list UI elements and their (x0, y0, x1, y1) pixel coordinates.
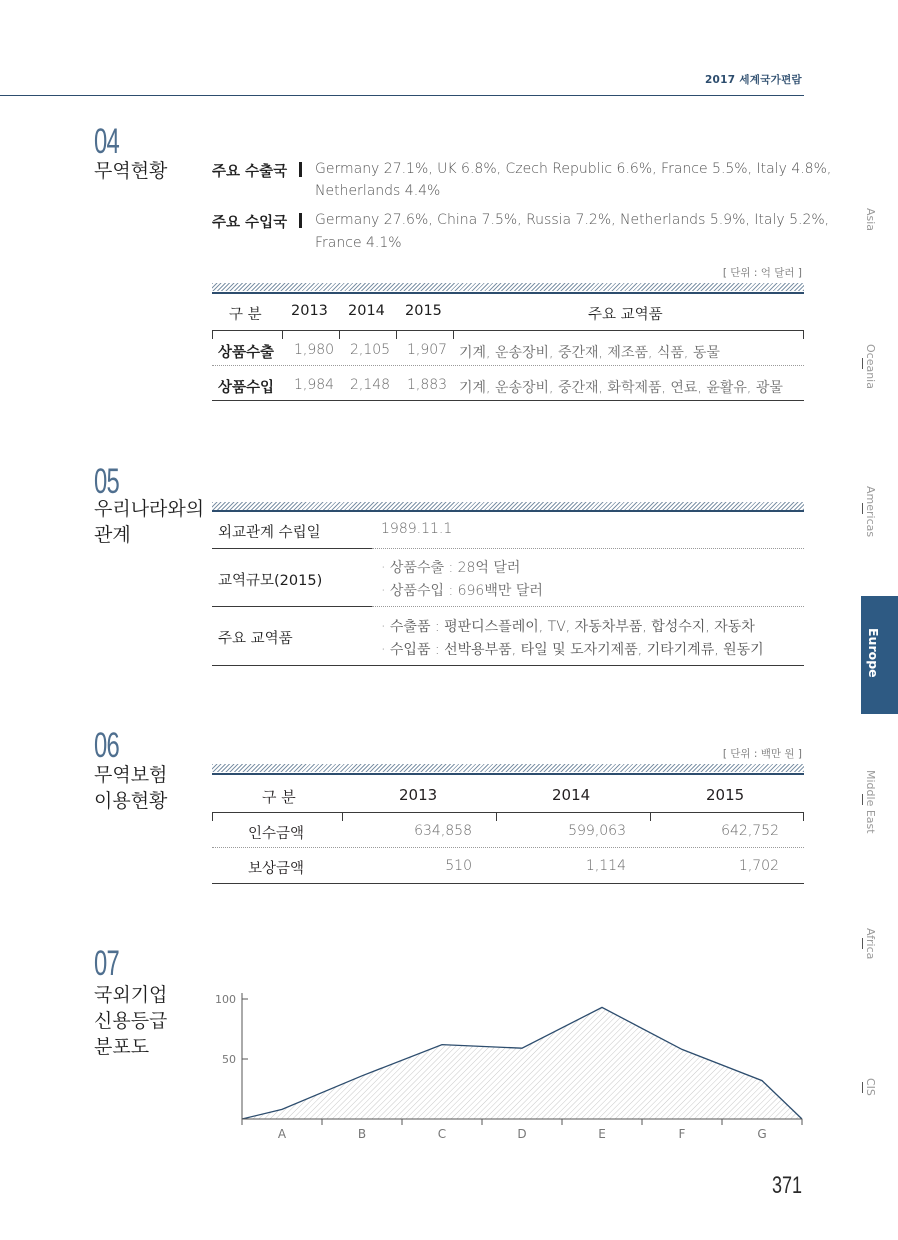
label-rule (212, 606, 372, 607)
section-04-number: 04 (94, 122, 120, 161)
row-underwriting-label: 인수금액 (248, 826, 305, 842)
cell: 599,063 (568, 823, 626, 839)
th-main-goods: 주요 교역품 (588, 307, 663, 323)
cell: 1,984 (294, 377, 335, 393)
col-tick (339, 330, 340, 339)
export-line-2: Netherlands 4.4% (315, 183, 441, 199)
section-05-title-line-2: 관계 (94, 524, 131, 546)
cell: 1,702 (738, 858, 779, 874)
row-compensation-label: 보상금액 (248, 861, 305, 877)
section-05-title-line-1: 우리나라와의 (94, 498, 205, 520)
import-line-1: Germany 27.6%, China 7.5%, Russia 7.2%, Netherlands 5.9%, Italy 5.2%, (315, 212, 830, 228)
section-04-title: 무역현황 (94, 160, 168, 182)
th-category: 구 분 (229, 307, 262, 323)
table-bottom-rule-06 (212, 883, 804, 884)
th-2013: 2013 (291, 303, 328, 319)
col-tick (803, 330, 804, 339)
row-import-label: 상품수입 (218, 380, 275, 396)
th-2015: 2015 (405, 303, 442, 319)
th-2014: 2014 (552, 786, 591, 804)
section-07-number: 07 (94, 944, 120, 983)
row-export-label: 상품수출 (218, 345, 275, 361)
col-tick (282, 330, 283, 339)
section-06-title-line-1: 무역보험 (94, 764, 168, 786)
col-tick (342, 812, 343, 821)
cell: 기계, 운송장비, 중간재, 화학제품, 연료, 윤활유, 광물 (459, 380, 783, 396)
x-tick-label: E (598, 1127, 606, 1141)
credit-rating-chart (200, 985, 810, 1145)
sidebar-item-africa[interactable]: Africa (864, 928, 877, 960)
sidebar-item-middle-east[interactable]: Middle East (864, 770, 877, 834)
row-label-trade-volume: 교역규모(2015) (218, 573, 323, 589)
table-hatch-06 (212, 764, 804, 772)
cell: 2,105 (350, 342, 391, 358)
table-bottom-rule-04 (212, 400, 804, 401)
section-07-title-line-2: 신용등급 (94, 1010, 168, 1032)
row-label-diplomatic: 외교관계 수립일 (218, 525, 321, 541)
sidebar-item-asia[interactable]: Asia (864, 208, 877, 232)
sidebar-tick (862, 794, 863, 805)
row-divider (212, 847, 804, 848)
th-category: 구 분 (262, 788, 296, 806)
sidebar-tick (862, 1082, 863, 1093)
section-07-title-line-1: 국외기업 (94, 984, 168, 1006)
section-07-title-line-3: 분포도 (94, 1036, 150, 1058)
x-tick-label: B (357, 1127, 367, 1141)
cell: 기계, 운송장비, 중간재, 제조품, 식품, 동물 (459, 345, 720, 361)
sidebar-item-cis[interactable]: CIS (864, 1078, 877, 1096)
sidebar-tick (862, 358, 863, 369)
import-bar (299, 213, 302, 228)
table-bottom-rule-05 (212, 665, 804, 666)
th-2014: 2014 (348, 303, 385, 319)
diplomatic-date: 1989.11.1 (381, 521, 453, 537)
row-divider (372, 606, 804, 607)
x-tick-label: F (678, 1127, 686, 1141)
export-bar (299, 162, 302, 177)
unit-label-04: [ 단위 : 억 달러 ] (722, 267, 802, 279)
x-tick-label: G (757, 1127, 767, 1141)
th-2013: 2013 (399, 786, 438, 804)
unit-label-06: [ 단위 : 백만 원 ] (722, 748, 802, 760)
header-rule-04 (212, 330, 804, 331)
row-label-main-goods: 주요 교역품 (218, 631, 293, 647)
table-hatch-04 (212, 283, 804, 291)
sidebar-item-oceania[interactable]: Oceania (864, 344, 877, 389)
y-tick-label: 100 (215, 993, 236, 1006)
section-06-title-line-2: 이용현황 (94, 790, 168, 812)
table-hatch-05 (212, 502, 804, 510)
x-tick-label: D (517, 1127, 527, 1141)
table-top-rule-06 (212, 773, 804, 775)
cell: 1,114 (585, 858, 626, 874)
section-05-number: 05 (94, 462, 120, 501)
cell: 1,907 (407, 342, 448, 358)
x-tick-label: C (437, 1127, 447, 1141)
sidebar-item-europe[interactable]: Europe (866, 628, 881, 678)
cell: 1,883 (407, 377, 448, 393)
cell: 1,980 (294, 342, 335, 358)
running-header: 2017 세계국가편람 (704, 74, 802, 86)
label-rule (212, 548, 372, 549)
col-tick (803, 812, 804, 821)
col-tick (212, 812, 213, 821)
page-number: 371 (771, 1172, 802, 1199)
import-label: 주요 수입국 (212, 215, 288, 231)
col-tick (496, 812, 497, 821)
main-goods-export: · 수출품 : 평판디스플레이, TV, 자동차부품, 합성수지, 자동차 (381, 619, 755, 635)
trade-volume-line-1: · 상품수출 : 28억 달러 (381, 560, 521, 576)
th-2015: 2015 (706, 786, 745, 804)
table-top-rule-04 (212, 292, 804, 294)
x-tick-label: A (277, 1127, 287, 1141)
cell: 510 (445, 858, 472, 874)
cell: 2,148 (350, 377, 391, 393)
trade-volume-line-2: · 상품수입 : 696백만 달러 (381, 583, 543, 599)
cell: 642,752 (721, 823, 779, 839)
row-divider (372, 548, 804, 549)
y-tick-label: 50 (222, 1053, 236, 1066)
row-divider (212, 365, 804, 366)
cell: 634,858 (414, 823, 472, 839)
col-tick (396, 330, 397, 339)
sidebar-item-americas[interactable]: Americas (864, 486, 877, 538)
export-label: 주요 수출국 (212, 164, 288, 180)
section-06-number: 06 (94, 726, 120, 765)
main-goods-import: · 수입품 : 선박용부품, 타일 및 도자기제품, 기타기계류, 원동기 (381, 642, 764, 658)
col-tick (212, 330, 213, 339)
header-rule (0, 95, 804, 96)
sidebar-tick (862, 938, 863, 949)
table-top-rule-05 (212, 510, 804, 512)
col-tick (650, 812, 651, 821)
col-tick (453, 330, 454, 339)
header-rule-06 (212, 812, 804, 813)
sidebar-tick (862, 503, 863, 514)
export-line-1: Germany 27.1%, UK 6.8%, Czech Republic 6.6%, France 5.5%, Italy 4.8%, (315, 161, 832, 177)
import-line-2: France 4.1% (315, 235, 402, 251)
